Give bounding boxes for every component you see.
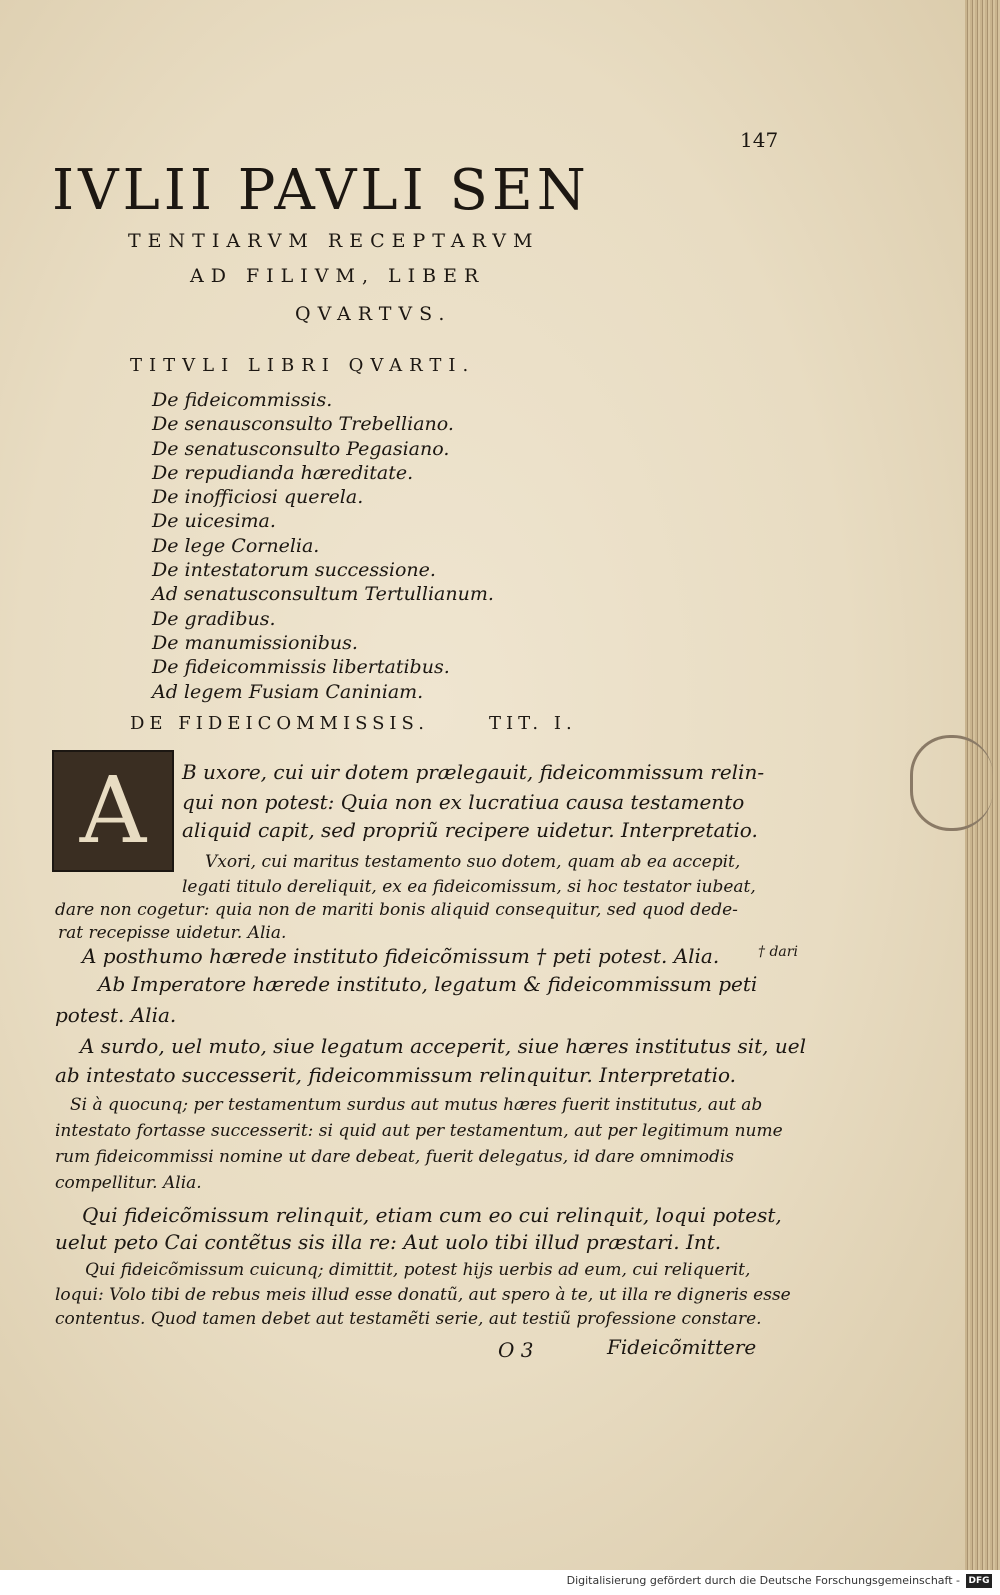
body-line: B uxore, cui uir dotem prælegauit, fideicommissum relin- (182, 760, 765, 784)
toc-heading: TITVLI LIBRI QVARTI. (130, 355, 476, 376)
body-line: dare non cogetur: quia non de mariti bonis aliquid consequitur, sed quod dede- (55, 900, 738, 920)
toc-item: De fideicommissis libertatibus. (152, 656, 450, 679)
toc-item: De senausconsulto Trebelliano. (152, 413, 454, 436)
toc-item: De fideicommissis. (152, 389, 333, 411)
body-line: legati titulo dereliquit, ex ea fideicomissum, si hoc testator iubeat, (182, 877, 756, 897)
body-line: rat recepisse uidetur. Alia. (58, 923, 287, 943)
body-line: uelut peto Cai contẽtus sis illa re: Aut uolo tibi illud præstari. Int. (55, 1230, 722, 1254)
body-line: Vxori, cui maritus testamento suo dotem, quam ab ea accepit, (205, 852, 741, 872)
toc-item: De uicesima. (152, 510, 276, 533)
body-line: A posthumo hærede instituto fideicõmissum † peti potest. Alia. (82, 944, 720, 968)
subtitle-line-2: AD FILIVM, LIBER (190, 265, 486, 287)
toc-item: De intestatorum successione. (152, 559, 436, 582)
catchword: Fideicõmittere (607, 1335, 757, 1359)
subtitle-line-3: QVARTVS. (295, 303, 452, 325)
section-number: TIT. I. (488, 713, 577, 734)
footer-bar (0, 1570, 1000, 1595)
toc-item: De senatusconsulto Pegasiano. (152, 437, 450, 460)
toc-item: De gradibus. (152, 607, 276, 630)
body-line: qui non potest: Quia non ex lucratiua causa testamento (182, 790, 745, 814)
body-line: loqui: Volo tibi de rebus meis illud esse donatũ, aut spero à te, ut illa re digneris esse (55, 1285, 791, 1305)
table-of-contents (152, 388, 494, 704)
page-number: 147 (740, 128, 779, 152)
body-line: rum fideicommissi nomine ut dare debeat, fuerit delegatus, id dare omnimodis (55, 1147, 734, 1167)
toc-item: De lege Cornelia. (152, 534, 320, 557)
section-heading (130, 713, 577, 734)
body-line: A surdo, uel muto, siue legatum acceperit, siue hæres institutus sit, uel (80, 1034, 807, 1058)
body-line: intestato fortasse successerit: si quid aut per testamentum, aut per legitimum nume (55, 1121, 783, 1141)
toc-item: Ad legem Fusiam Caniniam. (152, 680, 424, 703)
body-line: Si à quocunq; per testamentum surdus aut mutus hæres fuerit institutus, aut ab (70, 1095, 763, 1115)
body-line: Qui fideicõmissum relinquit, etiam cum eo cui relinquit, loqui potest, (82, 1203, 782, 1227)
dfg-logo: DFG (966, 1574, 992, 1588)
margin-note: † dari (758, 944, 798, 960)
toc-item: De inofficiosi querela. (152, 486, 364, 509)
footer-credit: Digitalisierung gefördert durch die Deutsche Forschungsgemeinschaft - (566, 1574, 960, 1587)
page-title: IVLII PAVLI SEN (52, 158, 590, 223)
body-line: contentus. Quod tamen debet aut testamẽti serie, aut testiũ professione constare. (55, 1309, 762, 1329)
decorated-initial: A (52, 750, 174, 872)
toc-item: De repudianda hæreditate. (152, 461, 414, 484)
toc-item: De manumissionibus. (152, 631, 358, 654)
body-line: Ab Imperatore hærede instituto, legatum & fideicommissum peti (98, 972, 758, 996)
bookmark-ribbon (910, 735, 993, 831)
body-line: Qui fideicõmissum cuicunq; dimittit, potest hijs uerbis ad eum, cui reliquerit, (85, 1260, 751, 1280)
body-line: compellitur. Alia. (55, 1173, 202, 1193)
subtitle-line-1: TENTIARVM RECEPTARVM (128, 230, 540, 252)
toc-item: Ad senatusconsultum Tertullianum. (152, 583, 494, 606)
section-title: DE FIDEICOMMISSIS. (130, 713, 429, 734)
body-line: potest. Alia. (55, 1003, 177, 1027)
signature-mark: O 3 (498, 1338, 534, 1362)
body-line: ab intestato successerit, fideicommissum relinquitur. Interpretatio. (55, 1063, 737, 1087)
body-line: aliquid capit, sed propriũ recipere uidetur. Interpretatio. (182, 818, 758, 842)
